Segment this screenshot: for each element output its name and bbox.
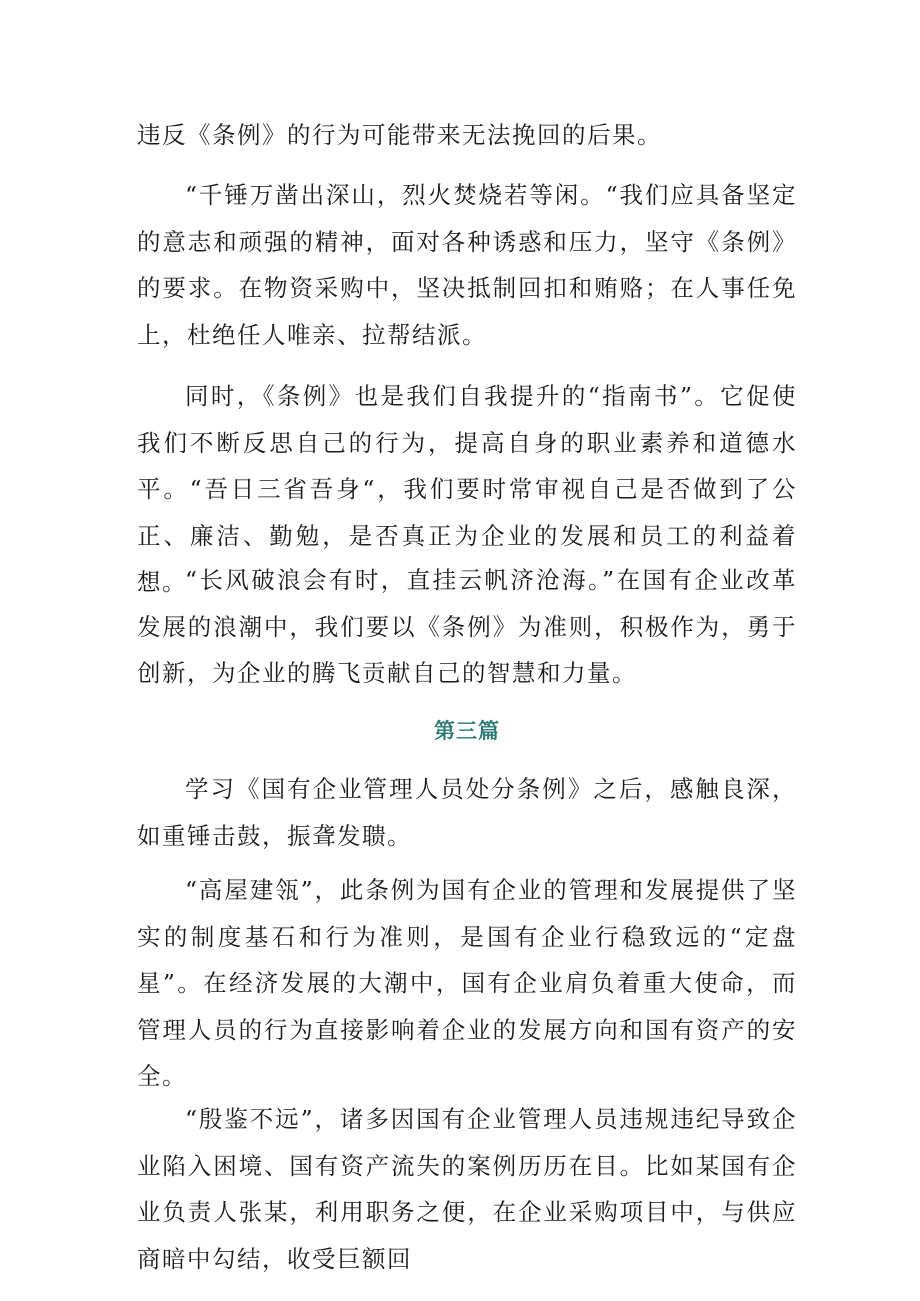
paragraph: “殷鉴不远”，诸多因国有企业管理人员违规违纪导致企业陷入困境、国有资产流失的案例历历在目。比如某国有企业负责人张某，利用职务之便，在企业采购项目中，与供应商暗中勾结，收受巨额回 — [137, 1105, 797, 1273]
paragraph: 违反《条例》的行为可能带来无法挽回的后果。 — [137, 121, 662, 149]
paragraph: 同时，《条例》也是我们自我提升的“指南书”。它促使我们不断反思自己的行为，提高自身的职业素养和道德水平。“吾日三省吾身“，我们要时常审视自己是否做到了公正、廉洁、勤勉，是否真正为企业的发展和员工的利益着想。 — [137, 382, 797, 596]
section-heading: 第三篇 — [434, 718, 500, 743]
paragraph: “长风破浪会有时，直挂云帆济沧海。”在国有企业改革发展的浪潮中，我们要以《条例》为准则，积极作为，勇于创新，为企业的腾飞贡献自己的智慧和力量。 — [137, 566, 797, 687]
paragraph: “千锤万凿出深山，烈火焚烧若等闲。“我们应具备坚定的意志和顽强的精神，面对各种诱惑和压力，坚守《条例》的要求。在物资采购中，坚决抵制回扣和贿赂；在人事任免上，杜绝任人唯亲、拉帮结派。 — [137, 181, 797, 349]
paragraph: 学习《国有企业管理人员处分条例》之后，感触良深，如重锤击鼓，振聋发聩。 — [137, 775, 797, 850]
paragraph: “高屋建瓴”，此条例为国有企业的管理和发展提供了坚实的制度基石和行为准则，是国有企业行稳致远的“定盘星”。在经济发展的大潮中，国有企业肩负着重大使命，而管理人员的行为直接影响着企业的发展方向和国有资产的安全。 — [137, 876, 797, 1090]
